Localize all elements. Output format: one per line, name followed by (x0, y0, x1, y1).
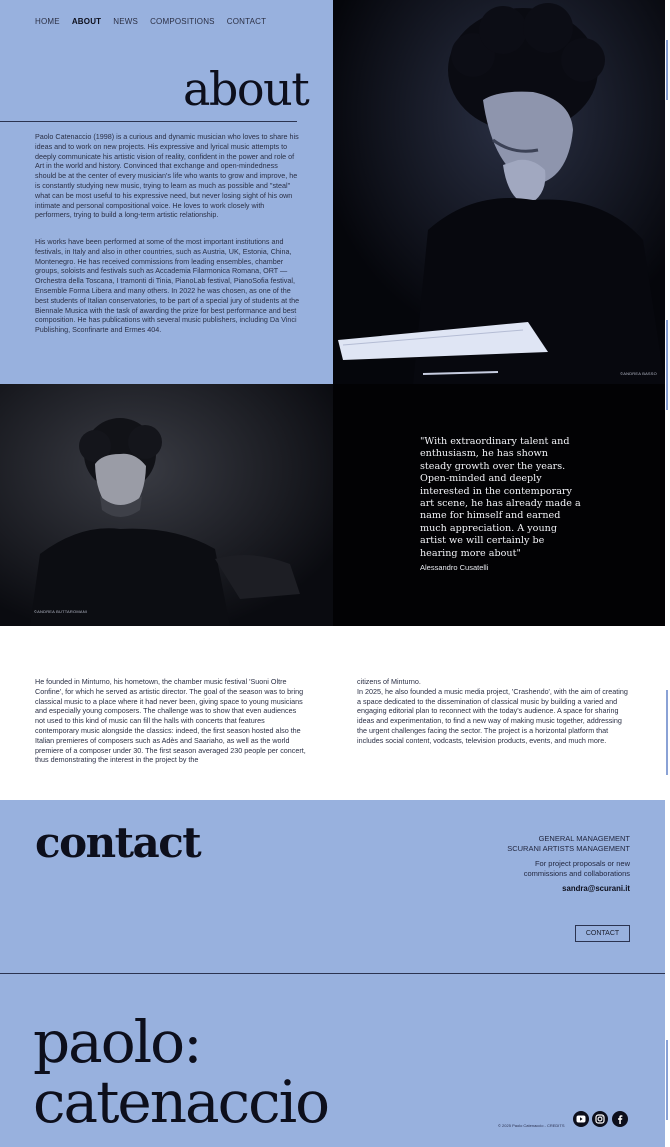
copyright-text[interactable]: © 2025 Paolo Catenaccio - CREDITS (498, 1123, 565, 1128)
contact-title: contact (35, 818, 201, 867)
management-line-1: GENERAL MANAGEMENT (538, 834, 630, 843)
bio-paragraph-1: Paolo Catenaccio (1998) is a curious and dynamic musician who loves to share his ideas and to work on new projects. His expressive and lyrical music attempts to deeply communicate his artistic vision of reality, confident in the power and role of Art in the world and history. Convinced that exchange and open-mindedness should be at the center of every musician's life who wants to grow and improve, he is constantly studying new music, trying to learn as much as possible and "steal" what can be most useful to his expressive need, but never losing sight of his own intimate and personal compositional voice. He loves to work closely with performers, trying to build a long-term artistic relationship. (35, 132, 299, 220)
about-divider (0, 121, 297, 122)
proposals-text: For project proposals or new commissions and collaborations (523, 859, 630, 878)
contact-button[interactable]: CONTACT (575, 925, 630, 942)
nav-news[interactable]: NEWS (113, 17, 139, 26)
nav-compositions[interactable]: COMPOSITIONS (150, 17, 215, 26)
scrollbar-thumb-2[interactable] (666, 320, 668, 410)
portrait-reading-illustration (333, 0, 665, 384)
nav-home[interactable]: HOME (35, 17, 60, 26)
management-info (507, 834, 630, 854)
youtube-icon[interactable] (573, 1111, 589, 1127)
instagram-icon[interactable] (592, 1111, 608, 1127)
bio-paragraph-4-line: citizens of Minturno. (357, 677, 421, 686)
testimonial-quote: "With extraordinary talent and enthusiasm, he has shown steady growth over the years. Open-minded and deeply interested in the contemporary art scene, he has already made a name for himself and earned much appreciation. A young artist we will certainly be hearing more about" (420, 436, 581, 559)
scrollbar-thumb[interactable] (666, 40, 668, 100)
photo-credit-2: ©ANDREA BUTTAROMANI (34, 609, 88, 614)
bio-paragraph-4 (357, 677, 629, 746)
main-nav (35, 17, 266, 26)
contact-email-link[interactable]: sandra@scurani.it (562, 884, 630, 893)
nav-about[interactable]: ABOUT (71, 17, 102, 26)
scrollbar-thumb-3[interactable] (666, 690, 668, 775)
portrait-seated-illustration (0, 384, 333, 626)
footer-name-line-1: paolo: (33, 1008, 201, 1076)
facebook-icon[interactable] (612, 1111, 628, 1127)
photo-credit-1: ©ANDREA BASSO (620, 371, 657, 376)
quote-author: Alessandro Cusatelli (420, 563, 489, 572)
portrait-photo-reading (333, 0, 665, 384)
contact-divider (0, 973, 665, 974)
bio-paragraph-3: He founded in Minturno, his hometown, the chamber music festival 'Suoni Oltre Confine', for which he served as artistic director. The goal of the season was to bring classical music to a place where it had never been, giving space to young musicians and especially young composers. The challenge was to show that even audiences not used to this kind of music can fill the halls with concerts that features contemporary music alongside the classics: indeed, the first season hosted also the Italian premieres of composers such as Adès and Saariaho, as well as the world premiere of a composer under 30. The first season averaged 230 people per concert, thus demonstrating the interest in the project by the (35, 677, 306, 765)
about-title: about (183, 62, 309, 116)
bio-paragraph-4-body: In 2025, he also founded a music media project, 'Crashendo', with the aim of creating a space dedicated to the dissemination of classical music by building a varied and engaging editorial plan to reconnect with the today's audience. A space for sharing ideas and experimentation, to find a new way of making music together, addressing the urgent challenges facing the sector. The project is a horizontal platform that includes social content, vodcasts, television products, events, and much more. (357, 686, 628, 745)
scrollbar-thumb-4[interactable] (666, 1040, 668, 1120)
scrollbar-track[interactable] (665, 0, 670, 1147)
portrait-photo-seated (0, 384, 333, 626)
bio-paragraph-2: His works have been performed at some of the most important institutions and festivals, in Italy and also in other countries, such as Austria, UK, Estonia, China, Montenegro. He has received commissions from leading ensembles, chamber groups, soloists and festivals such as Accademia Filarmonica Romana, ORT — Orchestra della Toscana, I tramonti di Tinia, PianoLab festival, PianoSofia festival, Ensemble Forma Libera and many others. In 2022 he was chosen, as one of the best students of Italian conservatories, to be part of a special jury of students at the Biennale Musica with the task of awarding the prize for best performance and best composition. He has publications with several music publishers, including Da Vinci Publishing, Sconfinarte and Ermes 404. (35, 237, 300, 335)
nav-contact[interactable]: CONTACT (226, 17, 267, 26)
footer-name-line-2: catenaccio (33, 1068, 329, 1136)
management-line-2: SCURANI ARTISTS MANAGEMENT (507, 844, 630, 853)
